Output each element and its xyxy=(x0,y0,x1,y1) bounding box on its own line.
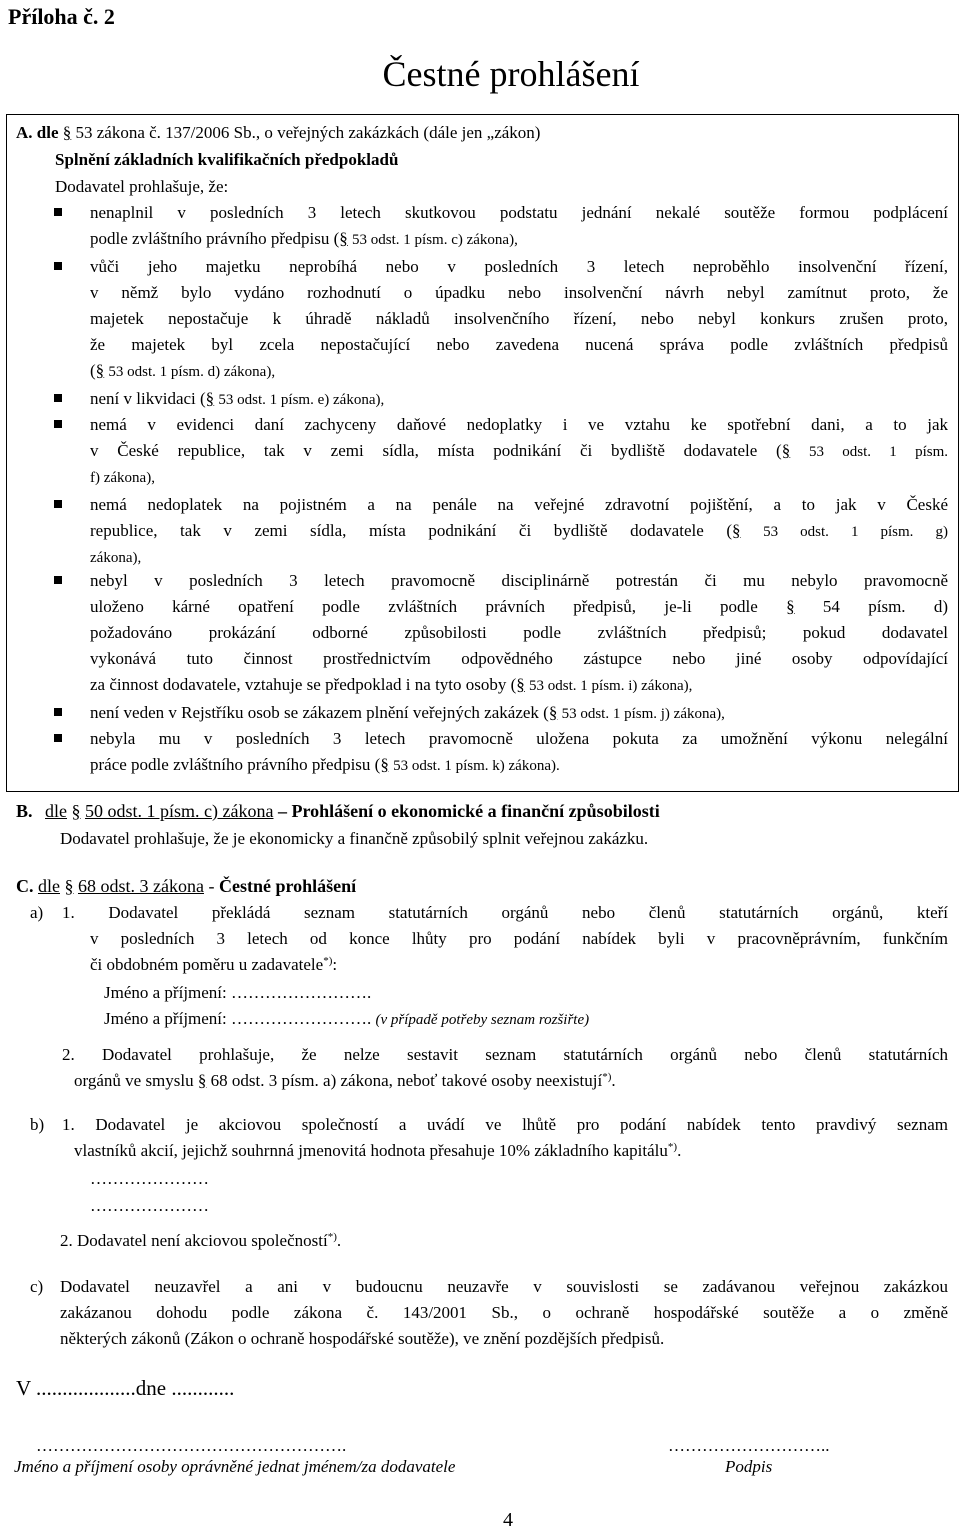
list-item: nemá nedoplatek na pojistném a na penále na veřejné zdravotní pojištění, a to jak v České republice, tak v zemi sídla, místa podnikání či bydliště dodavatele (§ 53 odst. 1 písm. g) zákona), xyxy=(90,495,948,566)
b-dots-2: ………………… xyxy=(90,1196,209,1215)
section-b-text: Dodavatel prohlašuje, že je ekonomicky a finančně způsobilý splnit veřejnou zakázku. xyxy=(60,829,649,848)
c-b1-text: 1. Dodavatel je akciovou společností a uvádí ve lhůtě pro podání nabídek tento pravdivý seznam xyxy=(62,1115,948,1134)
bullet-icon xyxy=(54,708,62,716)
section-c-heading: C. dle § 68 odst. 3 zákona - Čestné prohlášení xyxy=(16,876,357,896)
name-signature-dots[interactable]: ………………………………………………. xyxy=(36,1436,347,1455)
attachment-label: Příloha č. 2 xyxy=(8,4,115,29)
c-c-label: c) xyxy=(30,1277,44,1296)
bullet-icon xyxy=(54,262,62,270)
section-a-subheading: Splnění základních kvalifikačních předpokladů xyxy=(55,150,399,169)
bullet-icon xyxy=(54,734,62,742)
c-b1-text-cont: vlastníků akcií, jejichž souhrnná jmenovitá hodnota přesahuje 10% základního kapitálu*). xyxy=(74,1141,682,1160)
c-b-label: b) xyxy=(30,1115,45,1134)
bullet-icon xyxy=(54,208,62,216)
place-date-field[interactable]: V ...................dne ............ xyxy=(16,1376,235,1400)
b-dots-1: ………………… xyxy=(90,1169,209,1188)
signature-dots[interactable]: ……………………….. xyxy=(668,1436,830,1455)
c-a1-text-cont: v posledních 3 letech od konce lhůty pro podání nabídek byli v pracovněprávním, funkčním či obdobném poměru u zadavatele*): xyxy=(90,929,948,974)
c-a1-text: 1. Dodavatel překládá seznam statutárních orgánů nebo členů statutárních orgánů, kteří xyxy=(62,903,948,922)
section-a-intro: Dodavatel prohlašuje, že: xyxy=(55,177,229,196)
c-a2-text: 2. Dodavatel prohlašuje, že nelze sestavit seznam statutárních orgánů nebo členů statutárních xyxy=(62,1045,948,1064)
c-c-text: Dodavatel neuzavřel a ani v budoucnu neuzavře v souvislosti se zadávanou veřejnou zakázkou zakázanou dohodu podle zákona č. 143/2001 Sb., o ochraně hospodářské soutěže a o změně některých zákonů (Zákon o ochraně hospodářské soutěže), ve znění pozdějších předpisů. xyxy=(60,1277,948,1348)
section-b-heading: B. dle § 50 odst. 1 písm. c) zákona – Prohlášení o ekonomické a finanční způsobilosti xyxy=(16,801,660,821)
bullet-icon xyxy=(54,394,62,402)
bullet-icon xyxy=(54,500,62,508)
c-a2-text-cont: orgánů ve smyslu § 68 odst. 3 písm. a) zákona, neboť takové osoby neexistují*). xyxy=(74,1071,616,1090)
list-item: není v likvidaci (§ 53 odst. 1 písm. e) zákona), xyxy=(90,389,385,408)
name-line-1: Jméno a příjmení: ……………………. xyxy=(104,983,372,1002)
c-a-label: a) xyxy=(30,903,44,922)
name-line-2: Jméno a příjmení: ……………………. (v případě potřeby seznam rozšiřte) xyxy=(104,1009,590,1028)
list-item: vůči jeho majetku neprobíhá nebo v posledních 3 letech neproběhlo insolvenční řízení, v němž bylo vydáno rozhodnutí o úpadku nebo insolvenční návrh nebyl zamítnut proto, že majetek nepostačuje k úhradě nákladů insolvenčního řízení, nebo nebyl konkurs zrušen proto, že majetek byl zcela nepostačující nebo zavedena nucená správa podle zvláštních předpisů (§ 53 odst. 1 písm. d) zákona), xyxy=(90,257,948,380)
list-item: nenaplnil v posledních 3 letech skutkovou podstatu jednání nekalé soutěže formou podplácení podle zvláštního právního předpisu (§ 53 odst. 1 písm. c) zákona), xyxy=(90,203,948,248)
bullet-icon xyxy=(54,420,62,428)
page-title: Čestné prohlášení xyxy=(382,54,640,94)
name-caption: Jméno a příjmení osoby oprávněné jednat jménem/za dodavatele xyxy=(14,1457,456,1476)
list-item: nemá v evidenci daní zachyceny daňové nedoplatky i ve vztahu ke spotřební dani, a to jak v České republice, tak v zemi sídla, místa podnikání či bydliště dodavatele (§ 53 odst. 1 písm. f) zákona), xyxy=(90,415,949,486)
c-b2-text: 2. Dodavatel není akciovou společností*). xyxy=(60,1231,342,1250)
list-item: nebyl v posledních 3 letech pravomocně disciplinárně potrestán či mu nebylo pravomocně uloženo kárné opatření podle zvláštních právních předpisů, je-li podle § 54 písm. d) požadováno prokázání odborné způsobilosti podle zvláštních předpisů; pokud dodavatel vykonává tuto činnost prostřednictvím odpovědného zástupce nebo jiné osoby odpovídající za činnost dodavatele, vztahuje se předpoklad i na tyto osoby (§ 53 odst. 1 písm. i) zákona), xyxy=(90,571,949,694)
list-item: nebyla mu v posledních 3 letech pravomocně uložena pokuta za umožnění výkonu nelegální práce podle zvláštního právního předpisu (§ 53 odst. 1 písm. k) zákona). xyxy=(90,729,948,774)
bullet-icon xyxy=(54,576,62,584)
page-number: 4 xyxy=(503,1509,513,1531)
signature-caption: Podpis xyxy=(725,1457,773,1476)
section-a-heading: A. dle § 53 zákona č. 137/2006 Sb., o veřejných zakázkách (dále jen „zákon) xyxy=(16,123,541,142)
list-item: není veden v Rejstříku osob se zákazem plnění veřejných zakázek (§ 53 odst. 1 písm. j) zákona), xyxy=(90,703,725,722)
